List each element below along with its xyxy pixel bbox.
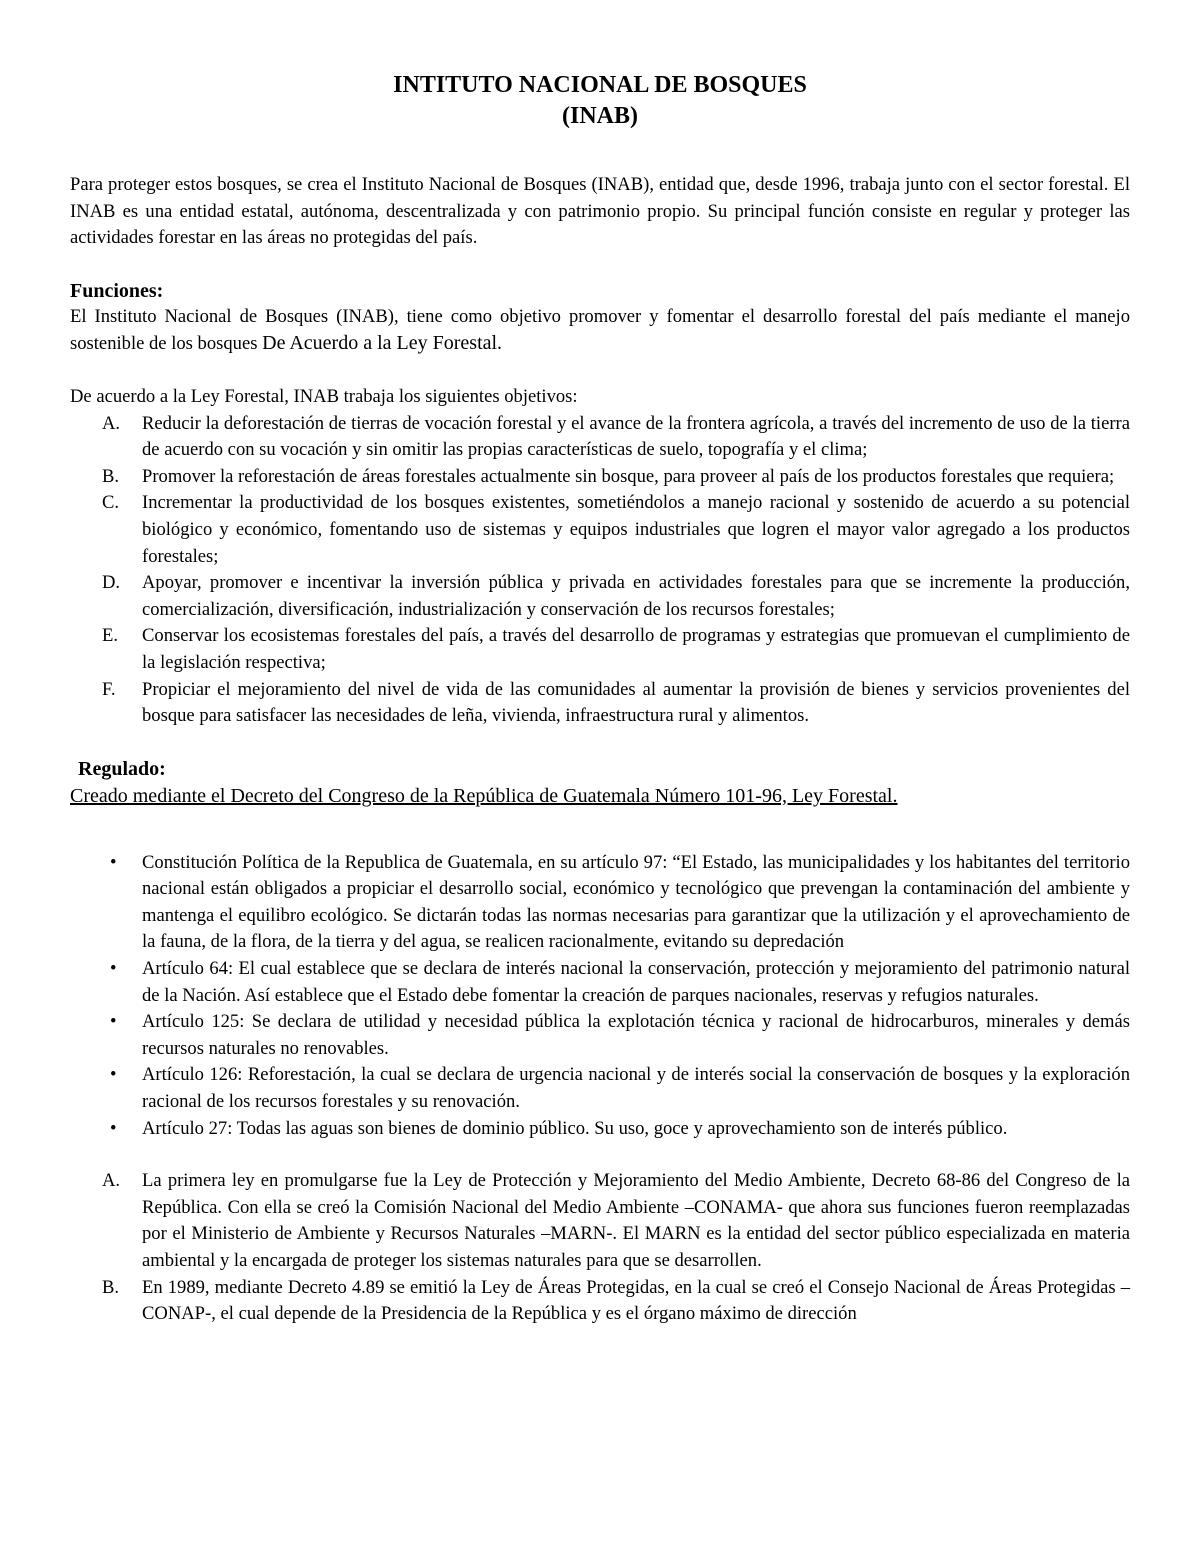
list-marker: B. xyxy=(102,1276,120,1298)
list-item-text: Incrementar la productividad de los bosques existentes, sometiéndolos a manejo racional y sostenido de acuerdo a su potencial biológico y económico, fomentando uso de sistemas y equipos industriales que logren el mayor valor agregado a los productos forestales; xyxy=(142,492,1130,567)
list-item-text: Promover la reforestación de áreas forestales actualmente sin bosque, para proveer al país de los productos forestales que requiera; xyxy=(142,465,1115,487)
bullet-icon: • xyxy=(110,851,117,873)
funciones-text: El Instituto Nacional de Bosques (INAB), tiene como objetivo promover y fomentar el desarrollo forestal del país mediante el manejo sostenible de los bosques xyxy=(70,305,1130,355)
list-item-text: Artículo 126: Reforestación, la cual se declara de urgencia nacional y de interés social la conservación de bosques y la exploración racional de los recursos forestales y su renovación. xyxy=(142,1064,1130,1113)
regulado-heading: Regulado: xyxy=(78,757,166,780)
list-item xyxy=(70,411,1130,464)
objetivos-list xyxy=(70,411,1130,730)
funciones-text-tail: De Acuerdo a la Ley Forestal. xyxy=(262,332,503,355)
document-title xyxy=(70,70,1130,132)
list-item xyxy=(70,1168,1130,1274)
list-item xyxy=(70,850,1130,956)
regulado-subtitle: Creado mediante el Decreto del Congreso de la República de Guatemala Número 101-96, Ley Forestal. xyxy=(70,784,898,807)
list-item xyxy=(70,677,1130,730)
list-item-text: Apoyar, promover e incentivar la inversión pública y privada en actividades forestales para que se incremente la producción, comercialización, diversificación, industrialización y conservación de los recursos forestales; xyxy=(142,572,1130,620)
list-item xyxy=(70,464,1130,491)
title-line-2: (INAB) xyxy=(562,103,638,129)
list-item xyxy=(70,490,1130,570)
list-item-text: Artículo 125: Se declara de utilidad y necesidad pública la explotación técnica y racional de hidrocarburos, minerales y demás recursos naturales no renovables. xyxy=(142,1011,1130,1059)
objetivos-intro: De acuerdo a la Ley Forestal, INAB trabaja los siguientes objetivos: xyxy=(70,385,578,407)
list-item xyxy=(70,1062,1130,1115)
list-marker: A. xyxy=(102,412,121,434)
list-item-text: Artículo 27: Todas las aguas son bienes de dominio público. Su uso, goce y aprovechamiento son de interés público. xyxy=(142,1117,1008,1139)
list-item xyxy=(70,1116,1130,1143)
list-item-text: Constitución Política de la Republica de Guatemala, en su artículo 97: “El Estado, las municipalidades y los habitantes del territorio nacional están obligados a propiciar el desarrollo social, económico y tecnológico que prevengan la contaminación del ambiente y mantenga el equilibro ecológico. Se dictarán todas las normas necesarias para garantizar que la utilización y el aprovechamiento de la fauna, de la flora, de la tierra y del agua, se realicen racionalmente, evitando su depredación xyxy=(142,851,1130,953)
list-marker: C. xyxy=(102,492,120,514)
articulos-list xyxy=(70,850,1130,1143)
intro-paragraph: Para proteger estos bosques, se crea el Instituto Nacional de Bosques (INAB), entidad que, desde 1996, trabaja junto con el sector forestal. El INAB es una entidad estatal, autónoma, descentralizada y con patrimonio propio. Su principal función consiste en regular y proteger las actividades forestar en las áreas no protegidas del país. xyxy=(70,174,1130,249)
list-item xyxy=(70,623,1130,676)
list-item-text: En 1989, mediante Decreto 4.89 se emitió la Ley de Áreas Protegidas, en la cual se creó el Consejo Nacional de Áreas Protegidas –CONAP-, el cual depende de la Presidencia de la República y es el órgano máximo de dirección xyxy=(142,1276,1130,1325)
list-item-text: Conservar los ecosistemas forestales del país, a través del desarrollo de programas y estrategias que promuevan el cumplimiento de la legislación respectiva; xyxy=(142,625,1130,673)
list-item xyxy=(70,1009,1130,1062)
list-item xyxy=(70,570,1130,623)
title-line-1: INTITUTO NACIONAL DE BOSQUES xyxy=(393,72,807,98)
document-content xyxy=(70,70,1130,1328)
list-item-text: Reducir la deforestación de tierras de vocación forestal y el avance de la frontera agrícola, a través del incremento de uso de la tierra de acuerdo con su vocación y sin omitir las propias características de suelo, topografía y el clima; xyxy=(142,412,1130,461)
list-item xyxy=(70,1275,1130,1328)
list-marker: E. xyxy=(102,625,119,647)
list-item xyxy=(70,956,1130,1009)
funciones-heading: Funciones: xyxy=(70,279,164,302)
list-item-text: La primera ley en promulgarse fue la Ley de Protección y Mejoramiento del Medio Ambiente, Decreto 68-86 del Congreso de la República. Con ella se creó la Comisión Nacional del Medio Ambiente –CONAMA- que ahora sus funciones fueron reemplazadas por el Ministerio de Ambiente y Recursos Naturales –MARN-. El MARN es la entidad del sector público especializada en materia ambiental y la encargada de proteger los sistemas naturales para que se desarrollen. xyxy=(142,1170,1130,1271)
list-item-text: Artículo 64: El cual establece que se declara de interés nacional la conservación, protección y mejoramiento del patrimonio natural de la Nación. Así establece que el Estado debe fomentar la creación de parques nacionales, reservas y refugios naturales. xyxy=(142,958,1130,1006)
bullet-icon: • xyxy=(110,1064,117,1086)
bullet-icon: • xyxy=(110,958,117,980)
leyes-list xyxy=(70,1168,1130,1328)
list-marker: F. xyxy=(102,678,116,700)
list-marker: D. xyxy=(102,572,121,594)
list-item-text: Propiciar el mejoramiento del nivel de vida de las comunidades al aumentar la provisión de bienes y servicios provenientes del bosque para satisfacer las necesidades de leña, vivienda, infraestructura rural y alimentos. xyxy=(142,678,1130,727)
list-marker: B. xyxy=(102,465,120,487)
bullet-icon: • xyxy=(110,1011,117,1033)
bullet-icon: • xyxy=(110,1117,117,1139)
list-marker: A. xyxy=(102,1170,121,1192)
funciones-paragraph xyxy=(70,304,1130,358)
